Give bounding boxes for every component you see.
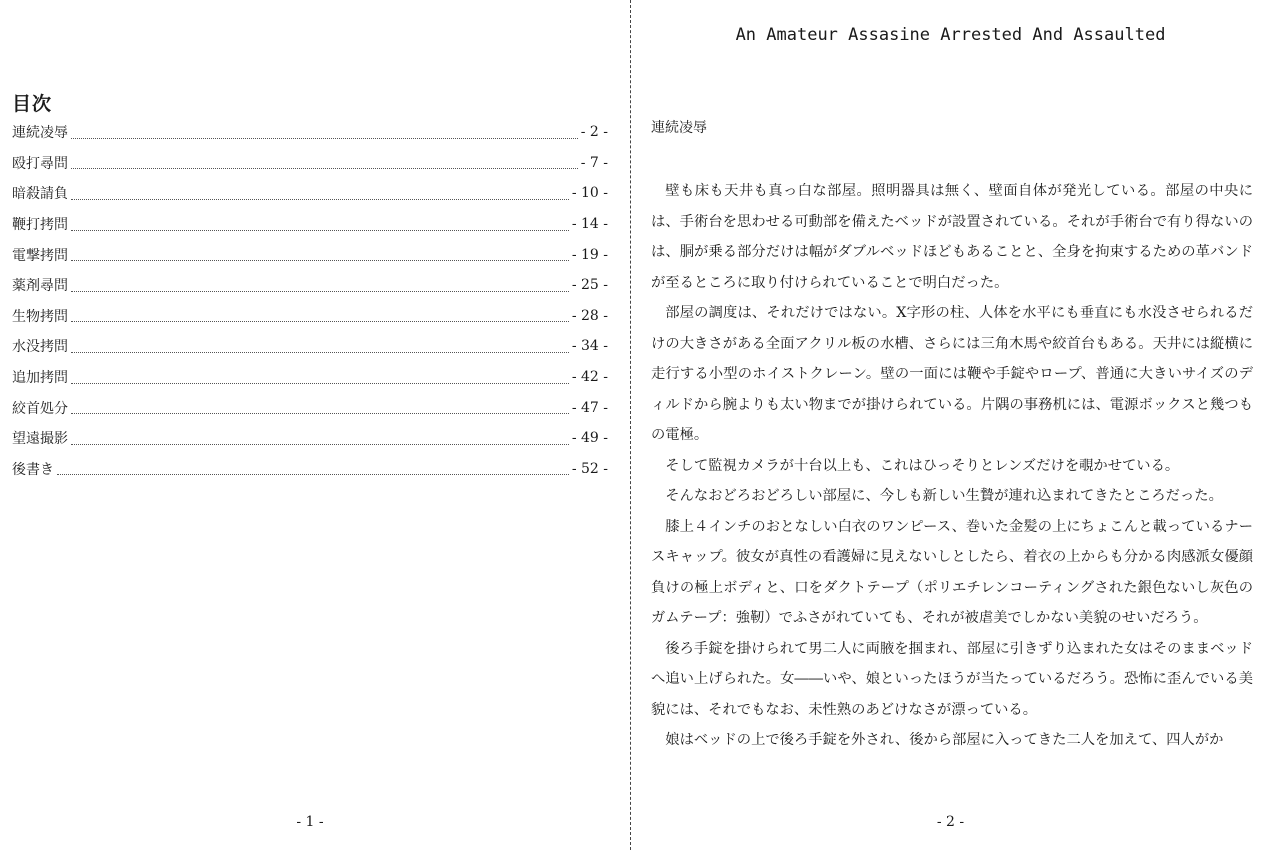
toc-entry-title: 暗殺請負 <box>12 186 68 203</box>
toc-leader-dots <box>71 260 569 261</box>
toc-entry-title: 水没拷問 <box>12 339 68 356</box>
toc-heading: 目次 <box>12 93 53 115</box>
toc-entry-page: - 47 - <box>571 399 608 416</box>
toc-entry-title: 薬剤尋問 <box>12 278 68 295</box>
toc-entry[interactable] <box>12 423 608 454</box>
toc-leader-dots <box>71 444 569 445</box>
toc-entry-title: 絞首処分 <box>12 400 68 417</box>
toc-entry[interactable] <box>12 178 608 209</box>
body-paragraph: 膝上４インチのおとなしい白衣のワンピース、巻いた金髪の上にちょこんと載っているナースキャップ。彼女が真性の看護婦に見えないしとしたら、着衣の上からも分かる肉感派女優顔負けの極上ボディと、口をダクトテープ（ポリエチレンコーティングされた銀色ないし灰色のガムテープ：強靭）でふさがれていても、それが被虐美でしかない美貌のせいだろう。 <box>651 518 1253 626</box>
toc-entry-page: - 34 - <box>571 338 608 355</box>
toc-leader-dots <box>71 291 569 292</box>
toc-entry-page: - 42 - <box>571 369 608 386</box>
toc-entry[interactable] <box>12 301 608 332</box>
toc-entry[interactable] <box>12 270 608 301</box>
body-text <box>651 176 1253 756</box>
toc-entry[interactable] <box>12 392 608 423</box>
toc-entry-page: - 25 - <box>571 277 608 294</box>
toc-entry[interactable] <box>12 209 608 240</box>
right-page <box>631 0 1270 850</box>
toc-entry-page: - 52 - <box>571 460 608 477</box>
toc-entry-page: - 28 - <box>571 307 608 324</box>
toc-entry-title: 連続凌辱 <box>12 125 68 142</box>
toc-entry-page: - 14 - <box>571 216 608 233</box>
toc-leader-dots <box>71 230 569 231</box>
toc-leader-dots <box>57 474 569 475</box>
toc-leader-dots <box>71 138 578 139</box>
toc-entry-title: 後書き <box>12 461 54 478</box>
toc-entry-page: - 10 - <box>571 185 608 202</box>
toc-entry-title: 追加拷問 <box>12 370 68 387</box>
body-paragraph: そんなおどろおどろしい部屋に、今しも新しい生贄が連れ込まれてきたところだった。 <box>665 488 1223 504</box>
toc-entry-title: 生物拷問 <box>12 308 68 325</box>
toc-leader-dots <box>71 168 578 169</box>
toc-entry[interactable] <box>12 148 608 179</box>
toc-entry[interactable] <box>12 454 608 485</box>
body-paragraph: 後ろ手錠を掛けられて男二人に両腋を掴まれ、部屋に引きずり込まれた女はそのままベッドへ追い上げられた。女――いや、娘といったほうが当たっているだろう。恐怖に歪んでいる美貌には、それでもなお、未性熟のあどけなさが漂っている。 <box>651 640 1253 718</box>
toc-entry-page: - 7 - <box>580 154 608 171</box>
left-page <box>0 0 630 850</box>
page-number-left: - 1 - <box>296 814 324 830</box>
toc-entry[interactable] <box>12 331 608 362</box>
toc-entry-page: - 2 - <box>580 124 608 141</box>
chapter-title: 連続凌辱 <box>651 120 707 136</box>
body-paragraph: そして監視カメラが十台以上も、これはひっそりとレンズだけを覗かせている。 <box>665 457 1180 474</box>
toc-leader-dots <box>71 352 569 353</box>
toc-entry-page: - 19 - <box>571 246 608 263</box>
body-paragraph: 部屋の調度は、それだけではない。X字形の柱、人体を水平にも垂直にも水没させられるだけの大きさがある全面アクリル板の水槽、さらには三角木馬や絞首台もある。天井には縦横に走行する小型のホイストクレーン。壁の一面には鞭や手錠やロープ、普通に大きいサイズのディルドから腕よりも太い物までが掛けられている。片隅の事務机には、電源ボックスと幾つもの電極。 <box>651 305 1253 443</box>
toc-leader-dots <box>71 321 569 322</box>
toc-leader-dots <box>71 383 569 384</box>
toc-leader-dots <box>71 199 569 200</box>
toc-entry[interactable] <box>12 117 608 148</box>
toc-entry-title: 鞭打拷問 <box>12 217 68 234</box>
page-number-right: - 2 - <box>936 814 965 830</box>
toc-leader-dots <box>71 413 569 414</box>
toc-entry-page: - 49 - <box>571 430 608 447</box>
toc-entry-title: 電撃拷問 <box>12 247 68 264</box>
document-title: An Amateur Assasine Arrested And Assaulted <box>735 25 1166 45</box>
toc-list <box>12 117 608 484</box>
body-paragraph: 娘はベッドの上で後ろ手錠を外され、後から部屋に入ってきた二人を加えて、四人がか <box>665 732 1224 748</box>
toc-entry-title: 望遠撮影 <box>12 431 68 448</box>
toc-entry[interactable] <box>12 239 608 270</box>
toc-entry-title: 殴打尋問 <box>12 155 68 172</box>
toc-entry[interactable] <box>12 362 608 393</box>
body-paragraph: 壁も床も天井も真っ白な部屋。照明器具は無く、壁面自体が発光している。部屋の中央には、手術台を思わせる可動部を備えたベッドが設置されている。それが手術台で有り得ないのは、胴が乗る部分だけは幅がダブルベッドほどもあることと、全身を拘束するための革バンドが至るところに取り付けられていることで明白だった。 <box>651 183 1253 291</box>
